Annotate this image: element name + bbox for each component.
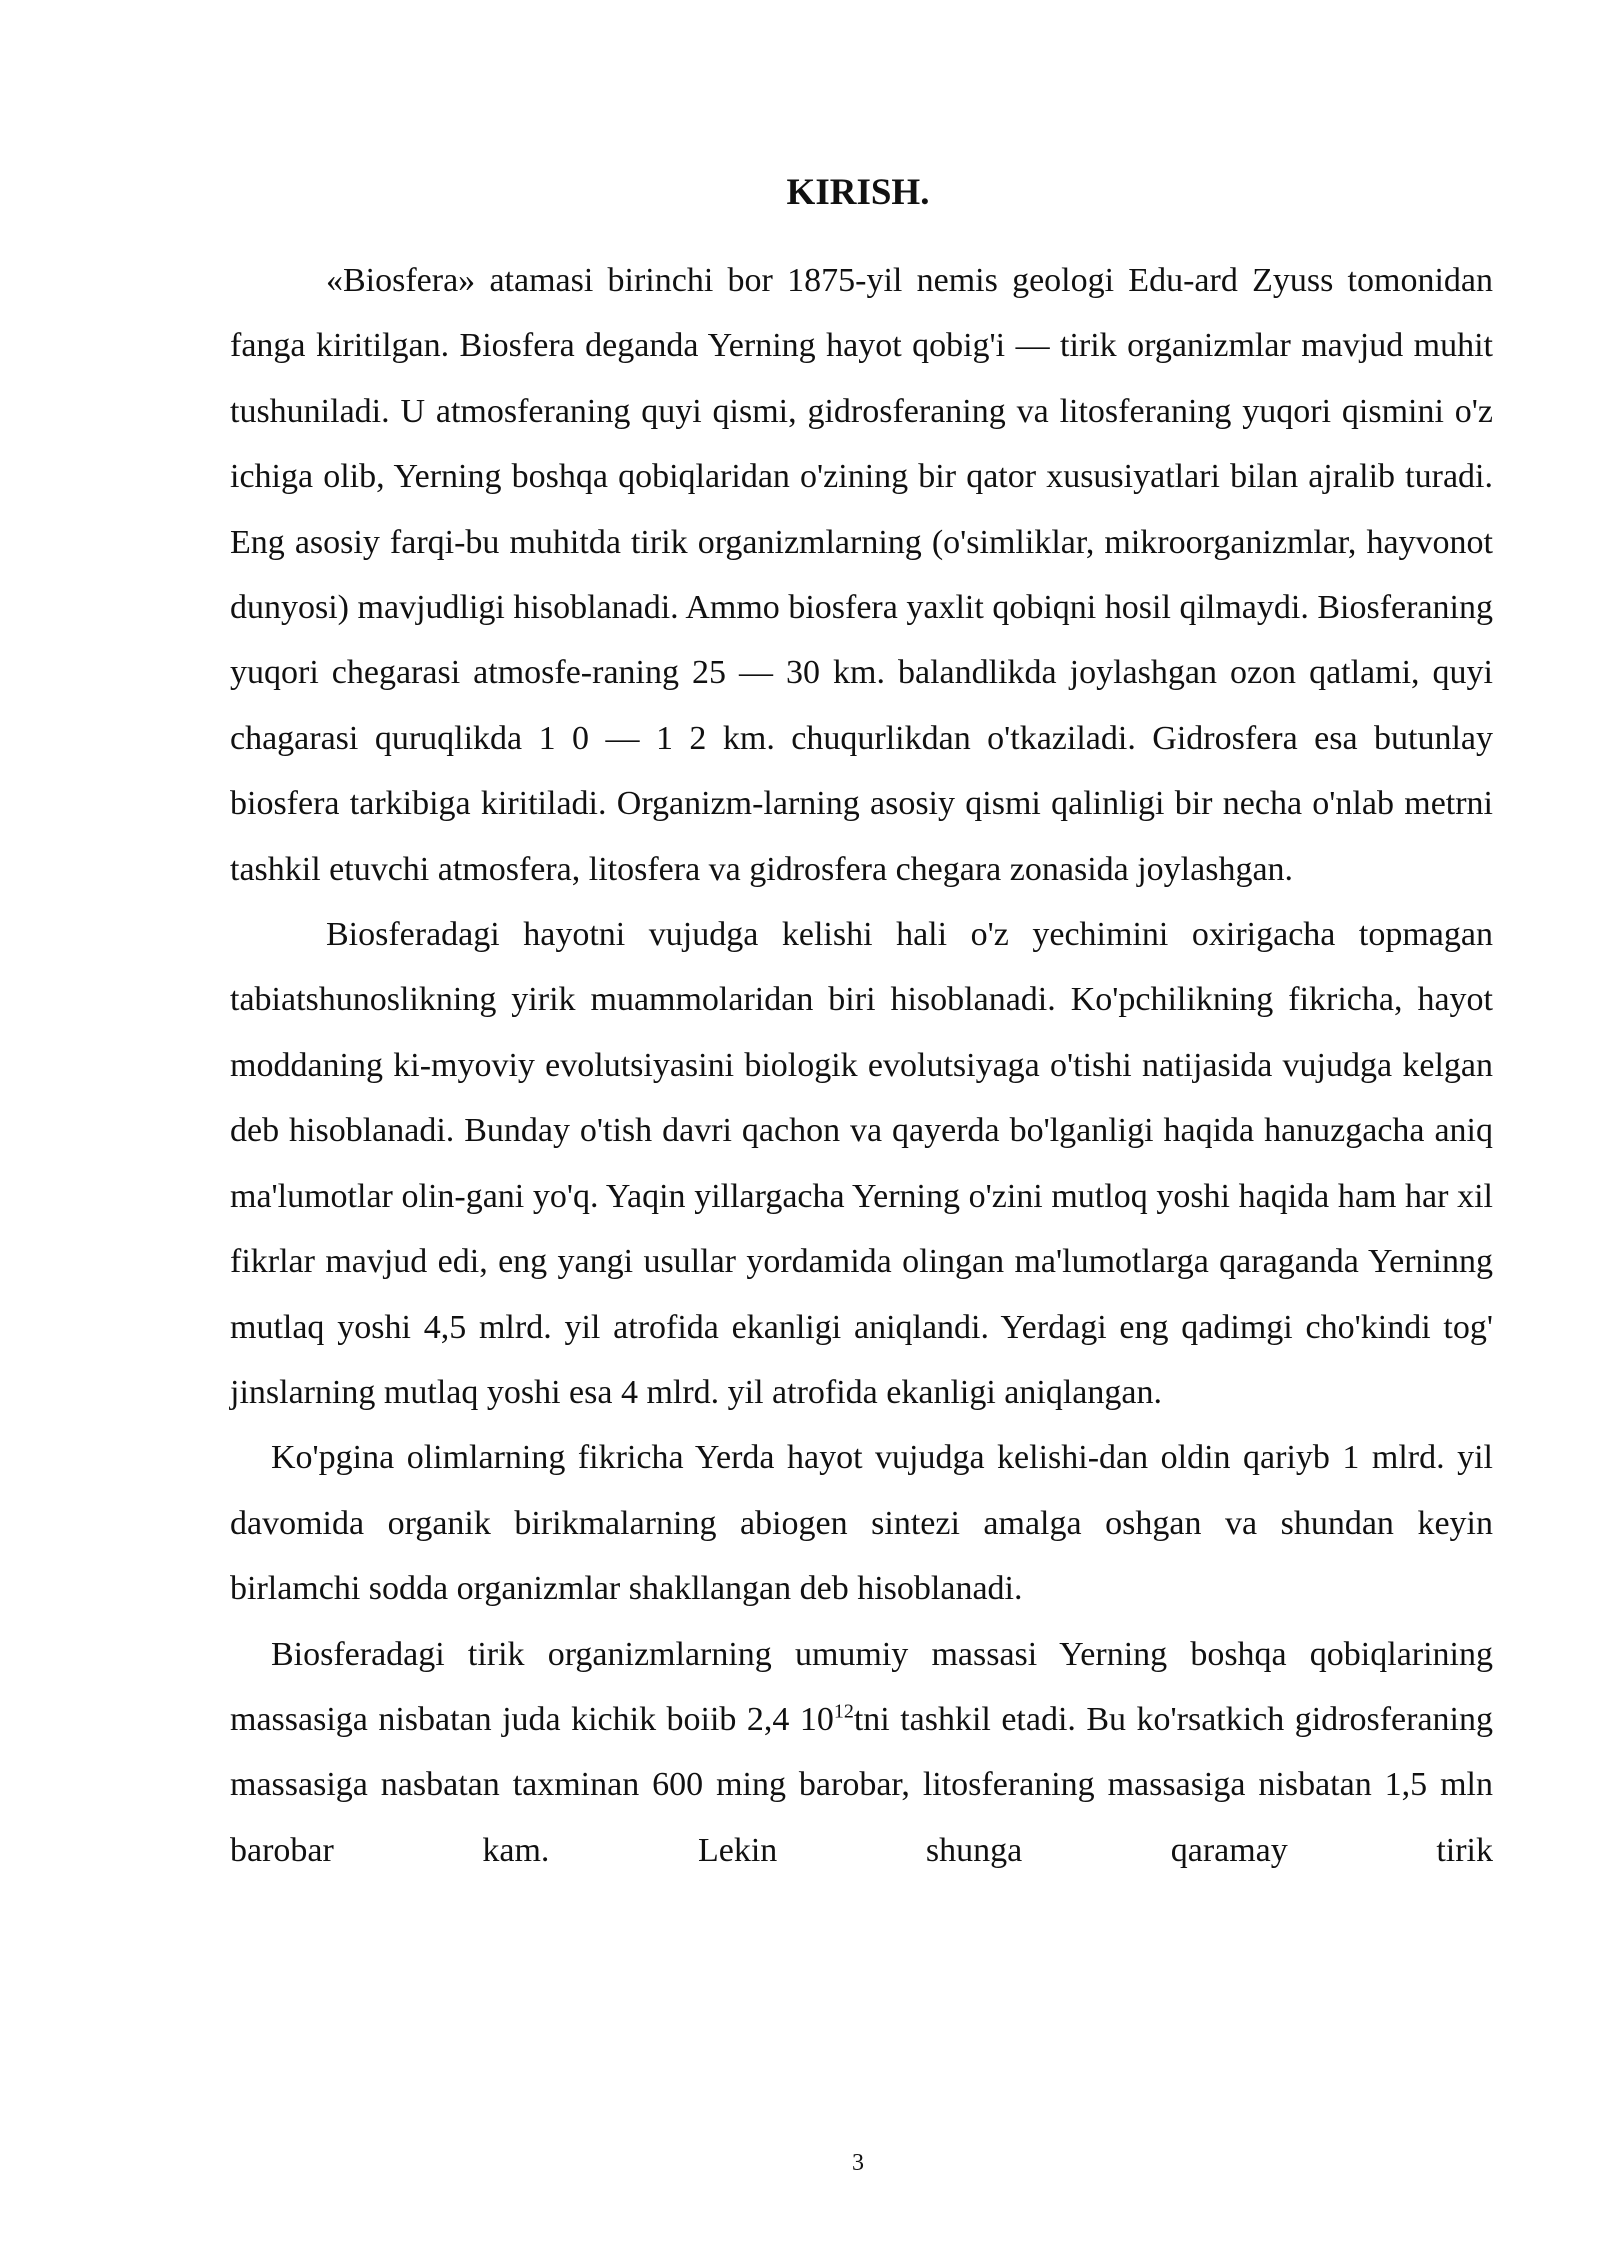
paragraph-4 <box>230 1622 1493 1884</box>
page-number: 3 <box>852 2150 864 2176</box>
page-title: KIRISH. <box>786 172 930 213</box>
paragraph-3: Ko'pgina olimlarning fikricha Yerda hayot vujudga kelishi-dan oldin qariyb 1 mlrd. yil davomida organik birikmalarning abiogen sintezi amalga oshgan va shundan keyin birlamchi sodda organizmlar shakllangan deb hisoblanadi. <box>230 1439 1493 1608</box>
paragraph-1: «Biosfera» atamasi birinchi bor 1875-yil nemis geologi Edu-ard Zyuss tomonidan fanga kiritilgan. Biosfera deganda Yerning hayot qobig'i — tirik organizmlar mavjud muhit tushuniladi. U atmosferaning quyi qismi, gidrosferaning va litosferaning yuqori qismini o'z ichiga olib, Yerning boshqa qobiqlaridan o'zining bir qator xususiyatlari bilan ajralib turadi. Eng asosiy farqi-bu muhitda tirik organizmlarning (o'simliklar, mikroorganizmlar, hayvonot dunyosi) mavjudligi hisoblanadi. Ammo biosfera yaxlit qobiqni hosil qilmaydi. Biosferaning yuqori chegarasi atmosfe-raning 25 — 30 km. balandlikda joylashgan ozon qatlami, quyi chagarasi quruqlikda 1 0 — 1 2 km. chuqurlikdan o'tkaziladi. Gidrosfera esa butunlay biosfera tarkibiga kiritiladi. Organizm-larning asosiy qismi qalinligi bir necha o'nlab metrni tashkil etuvchi atmosfera, litosfera va gidrosfera chegara zonasida joylashgan. <box>230 262 1493 888</box>
paragraph-2: Biosferadagi hayotni vujudga kelishi hali o'z yechimini oxirigacha topmagan tabiatshunoslikning yirik muammolaridan biri hisoblanadi. Ko'pchilikning fikricha, hayot moddaning ki-myoviy evolutsiyasini biologik evolutsiyaga o'tishi natijasida vujudga kelgan deb hisoblanadi. Bunday o'tish davri qachon va qayerda bo'lganligi haqida hanuzgacha aniq ma'lumotlar olin-gani yo'q. Yaqin yillargacha Yerning o'zini mutloq yoshi haqida ham har xil fikrlar mavjud edi, eng yangi usullar yordamida olingan ma'lumotlarga qaraganda Yerninng mutlaq yoshi 4,5 mlrd. yil atrofida ekanligi aniqlandi. Yerdagi eng qadimgi cho'kindi tog' jinslarning mutlaq yoshi esa 4 mlrd. yil atrofida ekanligi aniqlangan. <box>230 916 1493 1411</box>
paragraph-4-text-before: Biosferadagi tirik organizmlarning umumiy massasi Yerning boshqa qobiqlarining massasiga nisbatan juda kichik boiib 2,4 10 <box>230 1635 1493 1738</box>
exponent-superscript: 12 <box>833 1700 854 1723</box>
paragraph-4-text-after: tni tashkil etadi. Bu ko'rsatkich gidrosferaning massasiga nasbatan taxminan 600 ming barobar, litosferaning massasiga nisbatan 1,5 mln barobar kam. Lekin shunga qaramay tirik <box>230 1700 1493 1869</box>
body-text <box>230 248 1493 1883</box>
